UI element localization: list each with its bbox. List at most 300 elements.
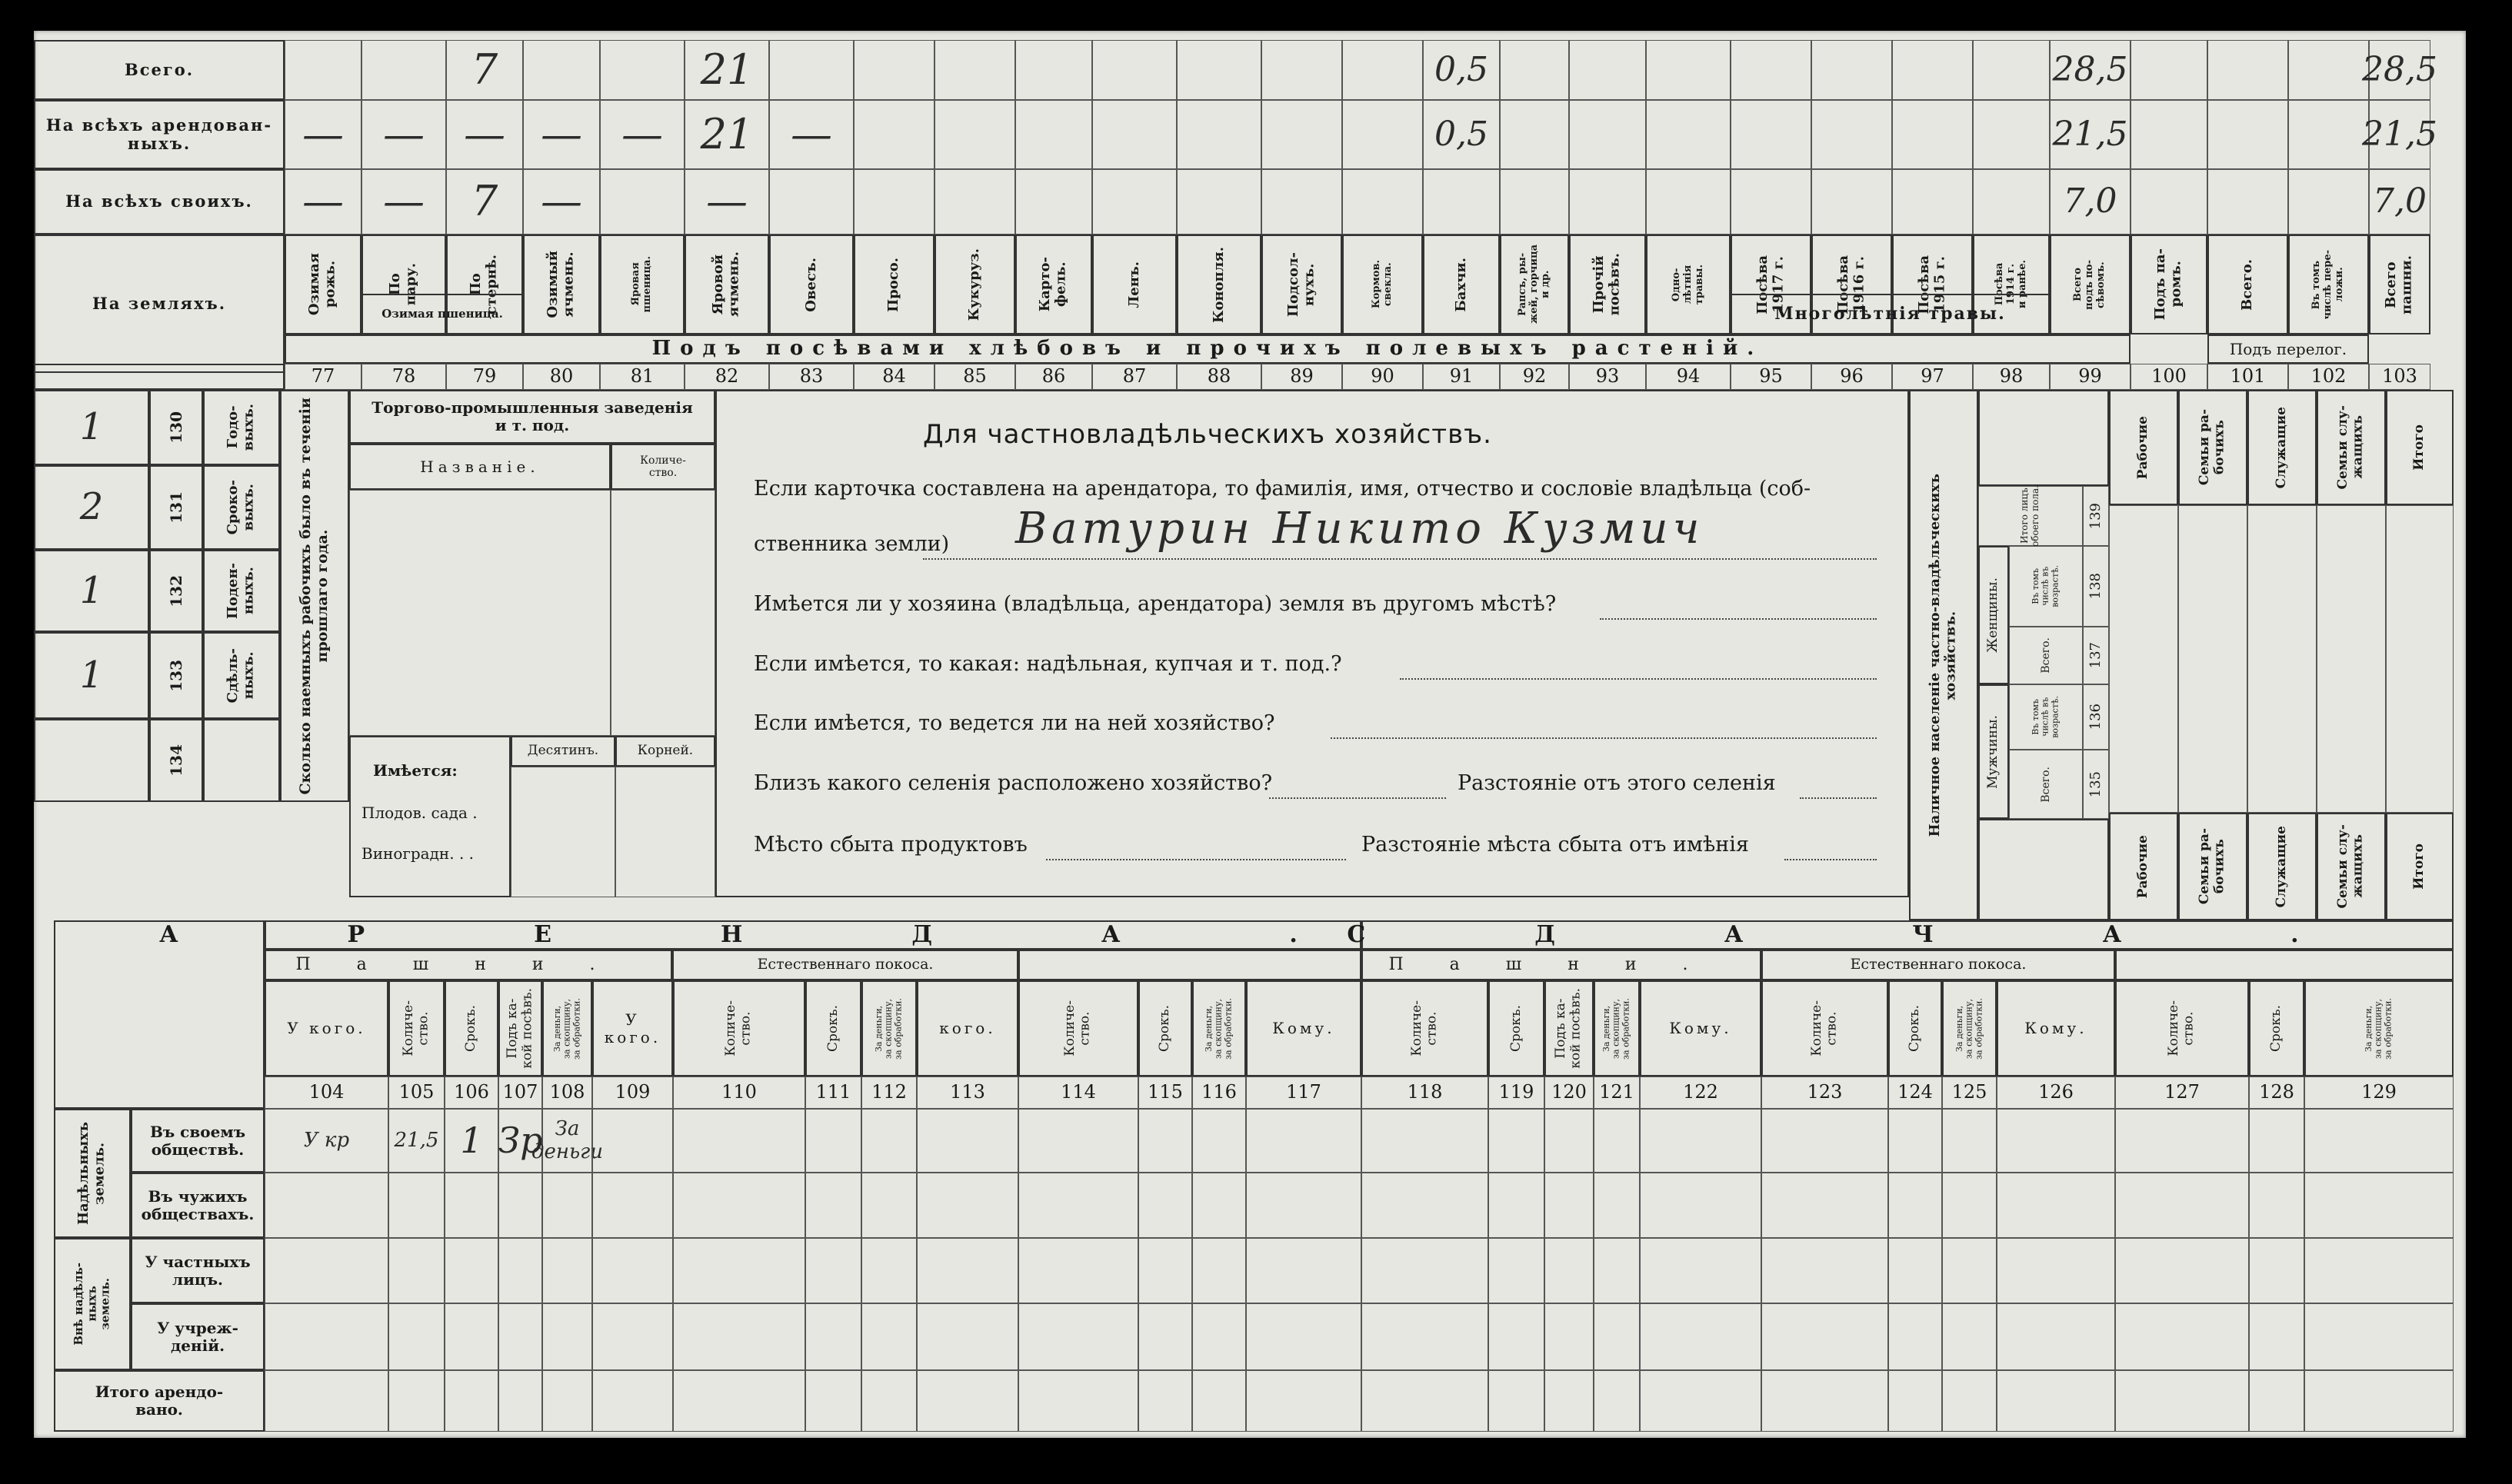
top-col-number-17 bbox=[1646, 364, 1731, 390]
bottom-col-header-2-text: Срокъ. bbox=[463, 1005, 479, 1052]
bottom-col-number-14 bbox=[1361, 1076, 1488, 1109]
bottom-cell-0-7 bbox=[805, 1109, 861, 1173]
bottom-cell-4-2 bbox=[445, 1370, 498, 1432]
question-land-type: Если имѣется, то какая: надѣльная, купчая и т. под.? bbox=[754, 652, 1342, 676]
row-label-3-text: У учреж- денiй. bbox=[157, 1318, 238, 1355]
bottom-cell-0-1-text: 21,5 bbox=[394, 1128, 439, 1152]
right-col-top-3 bbox=[2317, 390, 2386, 505]
sub-grass-label-text: Многолѣтнiя травы. bbox=[1774, 303, 2006, 324]
top-cell-2-9 bbox=[1015, 169, 1092, 235]
population-bottom bbox=[1978, 819, 2109, 920]
hired-mark-0 bbox=[34, 390, 149, 465]
top-cell-1-13 bbox=[1342, 100, 1423, 169]
top-col-number-0-text: 77 bbox=[311, 365, 335, 388]
top-col-header-17 bbox=[1646, 235, 1731, 334]
bottom-cell-0-16 bbox=[1544, 1109, 1594, 1173]
bottom-col-header-20 bbox=[1888, 980, 1942, 1076]
bottom-col-number-16-text: 120 bbox=[1551, 1081, 1587, 1103]
bottom-cell-3-16 bbox=[1544, 1303, 1594, 1370]
right-col-body-2 bbox=[2247, 505, 2317, 813]
top-col-number-1 bbox=[361, 364, 446, 390]
bottom-col-header-3-text: Подъ ка- кой посѣвъ. bbox=[504, 988, 535, 1069]
top-col-number-3 bbox=[523, 364, 600, 390]
top-col-number-20 bbox=[1892, 364, 1973, 390]
bottom-cell-0-0-text: У кр bbox=[303, 1128, 350, 1152]
both-sexes-cell bbox=[1978, 486, 2083, 546]
women-of-them-text: Въ томъ числѣ въ возрастѣ. bbox=[2031, 565, 2061, 607]
bottom-col-number-24-text: 128 bbox=[2259, 1081, 2294, 1103]
top-col-header-23-text: Подъ па- ромъ. bbox=[2152, 248, 2184, 321]
bottom-col-header-3 bbox=[498, 980, 542, 1076]
bottom-cell-0-25 bbox=[2304, 1109, 2454, 1173]
bottom-cell-4-0 bbox=[265, 1370, 388, 1432]
bottom-col-number-20-text: 124 bbox=[1897, 1081, 1933, 1103]
bottom-cell-0-23 bbox=[2115, 1109, 2249, 1173]
right-col-bottom-4-text: Итого bbox=[2411, 843, 2427, 890]
top-cell-2-5 bbox=[685, 169, 769, 235]
bottom-cell-3-13 bbox=[1246, 1303, 1361, 1370]
bottom-col-header-23-text: Количе- ство. bbox=[2166, 1000, 2197, 1056]
right-col-top-3-text: Семьи слу- жащихъ bbox=[2335, 405, 2366, 490]
bottom-col-number-25 bbox=[2304, 1076, 2454, 1109]
hired-mark-4 bbox=[34, 719, 149, 802]
bottom-cell-4-6 bbox=[673, 1370, 805, 1432]
row-group-nadel bbox=[54, 1109, 131, 1238]
top-col-number-14-text: 91 bbox=[1449, 365, 1474, 388]
top-cell-0-3 bbox=[523, 40, 600, 100]
top-col-number-24 bbox=[2207, 364, 2288, 390]
top-col-header-20-text: Посѣва 1915 г. bbox=[1915, 255, 1948, 314]
top-cell-1-0-text: — bbox=[302, 109, 344, 158]
bottom-col-number-14-text: 118 bbox=[1407, 1081, 1443, 1103]
top-cell-2-1-text: — bbox=[383, 177, 425, 226]
population-number-2 bbox=[2083, 627, 2109, 684]
top-cell-1-2-text: — bbox=[464, 109, 505, 158]
bottom-col-number-13 bbox=[1246, 1076, 1361, 1109]
top-col-header-24-text: Всего. bbox=[2239, 258, 2256, 311]
bottom-cell-3-1 bbox=[388, 1303, 445, 1370]
bottom-cell-3-8 bbox=[861, 1303, 917, 1370]
top-col-header-16 bbox=[1569, 235, 1646, 334]
top-cell-0-0 bbox=[285, 40, 361, 100]
question-other-land: Имѣется ли у хозяина (владѣльца, арендатора) земля въ другомъ мѣстѣ? bbox=[754, 592, 1557, 616]
trade-title-text: Торгово-промышленныя заведенiя и т. под. bbox=[371, 398, 693, 434]
hired-number-3 bbox=[149, 632, 203, 719]
top-col-number-14 bbox=[1423, 364, 1500, 390]
top-col-number-17-text: 94 bbox=[1676, 365, 1701, 388]
top-col-header-15-text: Рапсъ, ры- жей, горчица и др. bbox=[1516, 245, 1551, 324]
top-col-header-0 bbox=[285, 235, 361, 334]
bottom-cell-1-1 bbox=[388, 1173, 445, 1238]
bottom-col-header-23 bbox=[2115, 980, 2249, 1076]
hired-label-3 bbox=[203, 632, 280, 719]
top-cell-0-21 bbox=[1973, 40, 2050, 100]
hired-label-0-text: Годо- выхъ. bbox=[225, 404, 257, 451]
top-cell-2-0-text: — bbox=[302, 177, 344, 226]
bottom-col-header-25 bbox=[2304, 980, 2454, 1076]
arenda-pashni-text: Пашни. bbox=[295, 955, 641, 975]
top-col-number-4 bbox=[600, 364, 685, 390]
bottom-cell-0-1 bbox=[388, 1109, 445, 1173]
bottom-col-number-2-text: 106 bbox=[454, 1081, 489, 1103]
bottom-col-number-17-text: 121 bbox=[1599, 1081, 1634, 1103]
bottom-col-header-10-text: Количе- ство. bbox=[1062, 1000, 1093, 1056]
question-village-distance: Разстоянiе отъ этого селенiя bbox=[1458, 771, 1776, 795]
bottom-cell-4-1 bbox=[388, 1370, 445, 1432]
top-cell-2-22-text: 7,0 bbox=[2063, 181, 2117, 221]
bottom-cell-2-18 bbox=[1640, 1238, 1761, 1303]
top-cell-2-16 bbox=[1569, 169, 1646, 235]
bottom-cell-1-6 bbox=[673, 1173, 805, 1238]
top-col-number-16 bbox=[1569, 364, 1646, 390]
bottom-cell-2-4 bbox=[542, 1238, 592, 1303]
bottom-cell-2-1 bbox=[388, 1238, 445, 1303]
top-col-header-5 bbox=[685, 235, 769, 334]
bottom-col-header-7 bbox=[805, 980, 861, 1076]
village-line bbox=[1269, 797, 1446, 799]
men-label-text: Мужчины. bbox=[1985, 714, 2001, 789]
top-cell-0-22-text: 28,5 bbox=[2052, 49, 2128, 89]
bottom-col-header-14-text: Количе- ство. bbox=[1408, 1000, 1440, 1056]
top-cell-1-19 bbox=[1811, 100, 1892, 169]
bottom-cell-4-3 bbox=[498, 1370, 542, 1432]
top-cell-0-1 bbox=[361, 40, 446, 100]
roots-cell bbox=[615, 767, 715, 897]
bottom-col-header-14 bbox=[1361, 980, 1488, 1076]
market-line bbox=[1046, 859, 1346, 860]
top-col-header-10 bbox=[1092, 235, 1177, 334]
hired-label-4 bbox=[203, 719, 280, 802]
men-total bbox=[2009, 750, 2083, 819]
sdacha-header-text: СДАЧА. bbox=[1347, 920, 2468, 948]
population-number-4 bbox=[2083, 750, 2109, 819]
sub-pereloge-label bbox=[2207, 334, 2369, 364]
top-col-number-12 bbox=[1261, 364, 1342, 390]
bottom-col-number-4 bbox=[542, 1076, 592, 1109]
top-cell-0-25 bbox=[2288, 40, 2369, 100]
right-col-body-0 bbox=[2109, 505, 2178, 813]
top-cell-2-5-text: — bbox=[706, 177, 748, 226]
bottom-col-number-9 bbox=[917, 1076, 1018, 1109]
top-row-label-1 bbox=[34, 100, 285, 169]
right-col-top-4-text: Итого bbox=[2411, 424, 2427, 471]
row-label-1-text: Въ чужихъ обществахъ. bbox=[141, 1186, 255, 1223]
farming-line bbox=[1331, 737, 1877, 739]
hired-mark-1 bbox=[34, 465, 149, 550]
top-cell-0-23 bbox=[2131, 40, 2207, 100]
top-cell-1-14-text: 0,5 bbox=[1434, 114, 1488, 154]
bottom-cell-4-21 bbox=[1942, 1370, 1997, 1432]
population-number-2-text: 137 bbox=[2087, 642, 2104, 669]
bottom-cell-4-14 bbox=[1361, 1370, 1488, 1432]
bottom-col-number-1-text: 105 bbox=[398, 1081, 435, 1103]
bottom-cell-1-5 bbox=[592, 1173, 673, 1238]
bottom-cell-2-5 bbox=[592, 1238, 673, 1303]
bottom-col-number-4-text: 108 bbox=[549, 1081, 585, 1103]
bottom-cell-1-22 bbox=[1997, 1173, 2115, 1238]
bottom-cell-1-24 bbox=[2249, 1173, 2304, 1238]
hired-number-4 bbox=[149, 719, 203, 802]
bottom-cell-4-12 bbox=[1192, 1370, 1246, 1432]
top-col-number-6 bbox=[769, 364, 854, 390]
top-row-label-1-text: На всѣхъ арендован- ныхъ. bbox=[45, 115, 273, 153]
bottom-col-number-25-text: 129 bbox=[2361, 1081, 2397, 1103]
bottom-col-number-19-text: 123 bbox=[1807, 1081, 1843, 1103]
bottom-col-header-1 bbox=[388, 980, 445, 1076]
top-col-number-22-text: 99 bbox=[2078, 365, 2102, 388]
men-total-text: Всего. bbox=[2039, 766, 2052, 803]
bottom-col-header-4-text: За деньги, за скопщину, за обработки. bbox=[551, 997, 581, 1060]
population-number-3 bbox=[2083, 684, 2109, 750]
population-blank bbox=[1978, 390, 2109, 486]
row-group-nadel-text: Надѣльныхъ земель. bbox=[75, 1122, 108, 1225]
row-group-vne bbox=[54, 1238, 131, 1370]
row-label-1 bbox=[131, 1173, 265, 1238]
arenda-extra bbox=[1018, 950, 1361, 980]
population-number-0-text: 139 bbox=[2087, 502, 2104, 530]
top-cell-0-16 bbox=[1569, 40, 1646, 100]
top-cell-1-5 bbox=[685, 100, 769, 169]
top-cell-0-9 bbox=[1015, 40, 1092, 100]
bottom-cell-4-8 bbox=[861, 1370, 917, 1432]
bottom-col-header-20-text: Срокъ. bbox=[1907, 1005, 1923, 1052]
top-col-header-16-text: Прочiй посѣвъ. bbox=[1591, 253, 1623, 316]
top-cell-0-4 bbox=[600, 40, 685, 100]
bottom-col-number-13-text: 117 bbox=[1286, 1081, 1321, 1103]
bottom-cell-3-12 bbox=[1192, 1303, 1246, 1370]
bottom-cell-4-13 bbox=[1246, 1370, 1361, 1432]
bottom-cell-3-5 bbox=[592, 1303, 673, 1370]
hired-mark-2-text: 1 bbox=[79, 568, 104, 612]
bottom-col-header-22-text: Кому. bbox=[2024, 1019, 2087, 1037]
top-cell-1-17 bbox=[1646, 100, 1731, 169]
top-col-number-13-text: 90 bbox=[1371, 365, 1394, 388]
top-col-number-4-text: 81 bbox=[630, 365, 655, 388]
bottom-cell-2-2 bbox=[445, 1238, 498, 1303]
row-label-0-text: Въ своемъ обществѣ. bbox=[149, 1122, 246, 1159]
top-cell-1-6 bbox=[769, 100, 854, 169]
right-col-top-4 bbox=[2386, 390, 2454, 505]
top-cell-1-21 bbox=[1973, 100, 2050, 169]
women-label bbox=[1978, 546, 2009, 684]
bottom-col-header-24-text: Срокъ. bbox=[2268, 1005, 2284, 1052]
bottom-cell-0-11 bbox=[1138, 1109, 1192, 1173]
bottom-cell-3-9 bbox=[917, 1303, 1018, 1370]
hired-number-0-text: 130 bbox=[166, 411, 185, 444]
top-col-number-26-text: 103 bbox=[2382, 365, 2417, 388]
women-label-text: Женщины. bbox=[1985, 577, 2001, 653]
bottom-col-header-24 bbox=[2249, 980, 2304, 1076]
row-group-vne-text: Внѣ надѣль- ныхъ земель. bbox=[72, 1263, 112, 1346]
bottom-cell-1-11 bbox=[1138, 1173, 1192, 1238]
top-cell-1-25 bbox=[2288, 100, 2369, 169]
top-cell-2-0 bbox=[285, 169, 361, 235]
bottom-cell-0-15 bbox=[1488, 1109, 1544, 1173]
top-cell-0-2-text: 7 bbox=[471, 45, 498, 94]
right-col-top-1-text: Семьи ра- бочихъ bbox=[2197, 409, 2227, 486]
right-col-top-0 bbox=[2109, 390, 2178, 505]
top-cell-2-15 bbox=[1500, 169, 1569, 235]
hired-label-1 bbox=[203, 465, 280, 550]
top-cell-0-5 bbox=[685, 40, 769, 100]
hired-label-2 bbox=[203, 550, 280, 632]
top-cell-1-11 bbox=[1177, 100, 1261, 169]
bottom-col-header-15-text: Срокъ. bbox=[1508, 1005, 1524, 1052]
bottom-cell-1-3 bbox=[498, 1173, 542, 1238]
top-col-header-6 bbox=[769, 235, 854, 334]
bottom-col-header-9-text: кого. bbox=[939, 1019, 996, 1037]
bottom-cell-0-10 bbox=[1018, 1109, 1138, 1173]
bottom-cell-0-24 bbox=[2249, 1109, 2304, 1173]
bottom-cell-0-17 bbox=[1594, 1109, 1640, 1173]
top-cell-2-22 bbox=[2050, 169, 2131, 235]
bottom-cell-3-17 bbox=[1594, 1303, 1640, 1370]
top-cell-2-1 bbox=[361, 169, 446, 235]
bottom-col-number-10 bbox=[1018, 1076, 1138, 1109]
top-cell-1-4-text: — bbox=[621, 109, 663, 158]
bottom-col-number-11 bbox=[1138, 1076, 1192, 1109]
bottom-cell-1-9 bbox=[917, 1173, 1018, 1238]
right-col-bottom-1-text: Семьи ра- бочихъ bbox=[2197, 828, 2227, 905]
women-of-them bbox=[2009, 546, 2083, 627]
top-cell-1-26-text: 21,5 bbox=[2362, 114, 2437, 154]
bottom-cell-1-13 bbox=[1246, 1173, 1361, 1238]
population-label-text: Наличное населенiе частно-владѣльческихъ хозяйствъ. bbox=[1927, 473, 1959, 837]
top-col-number-20-text: 97 bbox=[1921, 365, 1944, 388]
top-cell-1-20 bbox=[1892, 100, 1973, 169]
bottom-col-number-22 bbox=[1997, 1076, 2115, 1109]
bottom-cell-0-2-text: 1 bbox=[460, 1120, 483, 1162]
bottom-cell-4-19 bbox=[1761, 1370, 1888, 1432]
top-col-header-9-text: Карто- фель. bbox=[1037, 257, 1069, 312]
bottom-col-number-17 bbox=[1594, 1076, 1640, 1109]
top-row-label-2 bbox=[34, 169, 285, 235]
bottom-cell-2-20 bbox=[1888, 1238, 1942, 1303]
hired-number-2-text: 132 bbox=[166, 574, 185, 607]
top-cell-0-17 bbox=[1646, 40, 1731, 100]
top-col-number-22 bbox=[2050, 364, 2131, 390]
bottom-col-number-23 bbox=[2115, 1076, 2249, 1109]
top-cell-1-22 bbox=[2050, 100, 2131, 169]
top-col-number-7 bbox=[854, 364, 935, 390]
top-cell-2-19 bbox=[1811, 169, 1892, 235]
bottom-col-header-12 bbox=[1192, 980, 1246, 1076]
top-col-number-0 bbox=[285, 364, 361, 390]
sub-pereloge-label-text: Подъ перелог. bbox=[2229, 339, 2347, 358]
top-cell-0-2 bbox=[446, 40, 523, 100]
top-col-header-23 bbox=[2131, 235, 2207, 334]
top-cell-2-6 bbox=[769, 169, 854, 235]
top-cell-2-13 bbox=[1342, 169, 1423, 235]
top-cell-2-21 bbox=[1973, 169, 2050, 235]
bottom-col-header-13-text: Кому. bbox=[1272, 1019, 1335, 1037]
top-col-number-12-text: 89 bbox=[1290, 365, 1314, 388]
top-cell-2-7 bbox=[854, 169, 935, 235]
right-col-bottom-4 bbox=[2386, 813, 2454, 920]
bottom-col-header-25-text: За деньги, за скопщину, за обработки. bbox=[2364, 997, 2394, 1060]
sowing-banner-text: Подъ посѣвами хлѣбовъ и прочихъ полевыхъ растенiй. bbox=[651, 337, 1764, 361]
top-cell-1-15 bbox=[1500, 100, 1569, 169]
hired-label-3-text: Сдѣль- ныхъ. bbox=[225, 647, 257, 704]
top-cell-0-11 bbox=[1177, 40, 1261, 100]
bottom-cell-2-3 bbox=[498, 1238, 542, 1303]
bottom-col-number-8-text: 112 bbox=[871, 1081, 907, 1103]
top-col-header-9 bbox=[1015, 235, 1092, 334]
top-col-header-15 bbox=[1500, 235, 1569, 334]
bottom-col-number-18 bbox=[1640, 1076, 1761, 1109]
population-number-0 bbox=[2083, 486, 2109, 546]
top-col-header-4-text: Яровая пшеница. bbox=[630, 256, 653, 313]
top-col-number-5-text: 82 bbox=[715, 365, 739, 388]
bottom-cell-0-3-text: Зр bbox=[498, 1120, 543, 1162]
bottom-col-header-6-text: Количе- ство. bbox=[723, 1000, 754, 1056]
dessiatin-header-text: Десятинъ. bbox=[527, 743, 599, 759]
bottom-cell-3-0 bbox=[265, 1303, 388, 1370]
top-col-header-12-text: Подсол- нухъ. bbox=[1284, 251, 1318, 318]
bottom-cell-1-17 bbox=[1594, 1173, 1640, 1238]
top-cell-1-1 bbox=[361, 100, 446, 169]
bottom-cell-3-22 bbox=[1997, 1303, 2115, 1370]
hired-number-0 bbox=[149, 390, 203, 465]
bottom-col-header-18 bbox=[1640, 980, 1761, 1076]
bottom-cell-1-21 bbox=[1942, 1173, 1997, 1238]
bottom-cell-1-7 bbox=[805, 1173, 861, 1238]
right-col-body-3 bbox=[2317, 505, 2386, 813]
bottom-cell-4-15 bbox=[1488, 1370, 1544, 1432]
top-col-header-26-text: Всего пашни. bbox=[2383, 255, 2415, 314]
sdacha-pashni bbox=[1361, 950, 1761, 980]
bottom-cell-2-17 bbox=[1594, 1238, 1640, 1303]
bottom-cell-1-20 bbox=[1888, 1173, 1942, 1238]
bottom-col-number-7-text: 111 bbox=[815, 1081, 851, 1103]
hired-mark-2 bbox=[34, 550, 149, 632]
men-of-them bbox=[2009, 684, 2083, 750]
dessiatin-header bbox=[511, 736, 615, 767]
bottom-col-number-16 bbox=[1544, 1076, 1594, 1109]
sub-wheat-label-text: Озимая пшеница. bbox=[381, 306, 503, 321]
bottom-cell-4-10 bbox=[1018, 1370, 1138, 1432]
top-col-number-11-text: 88 bbox=[1207, 365, 1231, 388]
bottom-col-number-0 bbox=[265, 1076, 388, 1109]
top-col-number-3-text: 80 bbox=[549, 365, 574, 388]
top-cell-0-12 bbox=[1261, 40, 1342, 100]
bottom-col-header-17 bbox=[1594, 980, 1640, 1076]
bottom-cell-1-0 bbox=[265, 1173, 388, 1238]
top-cell-1-24 bbox=[2207, 100, 2288, 169]
top-cell-2-18 bbox=[1731, 169, 1811, 235]
bottom-col-number-6-text: 110 bbox=[721, 1081, 757, 1103]
sdacha-pokos bbox=[1761, 950, 2115, 980]
bottom-cell-3-25 bbox=[2304, 1303, 2454, 1370]
bottom-cell-2-11 bbox=[1138, 1238, 1192, 1303]
men-label bbox=[1978, 684, 2009, 819]
bottom-col-number-0-text: 104 bbox=[308, 1081, 345, 1103]
have-label: Имѣется: bbox=[373, 761, 458, 780]
top-col-number-23-text: 100 bbox=[2151, 365, 2187, 388]
bottom-col-header-22 bbox=[1997, 980, 2115, 1076]
roots-header bbox=[615, 736, 715, 767]
top-col-number-9 bbox=[1015, 364, 1092, 390]
top-cell-0-8 bbox=[935, 40, 1015, 100]
sowing-banner bbox=[285, 334, 2131, 364]
bottom-col-header-16 bbox=[1544, 980, 1594, 1076]
total-rented-label bbox=[54, 1370, 265, 1432]
bottom-cell-3-24 bbox=[2249, 1303, 2304, 1370]
population-number-1 bbox=[2083, 546, 2109, 627]
bottom-cell-3-10 bbox=[1018, 1303, 1138, 1370]
top-col-header-1-text: По пару. bbox=[387, 263, 419, 306]
top-cell-1-6-text: — bbox=[791, 109, 832, 158]
